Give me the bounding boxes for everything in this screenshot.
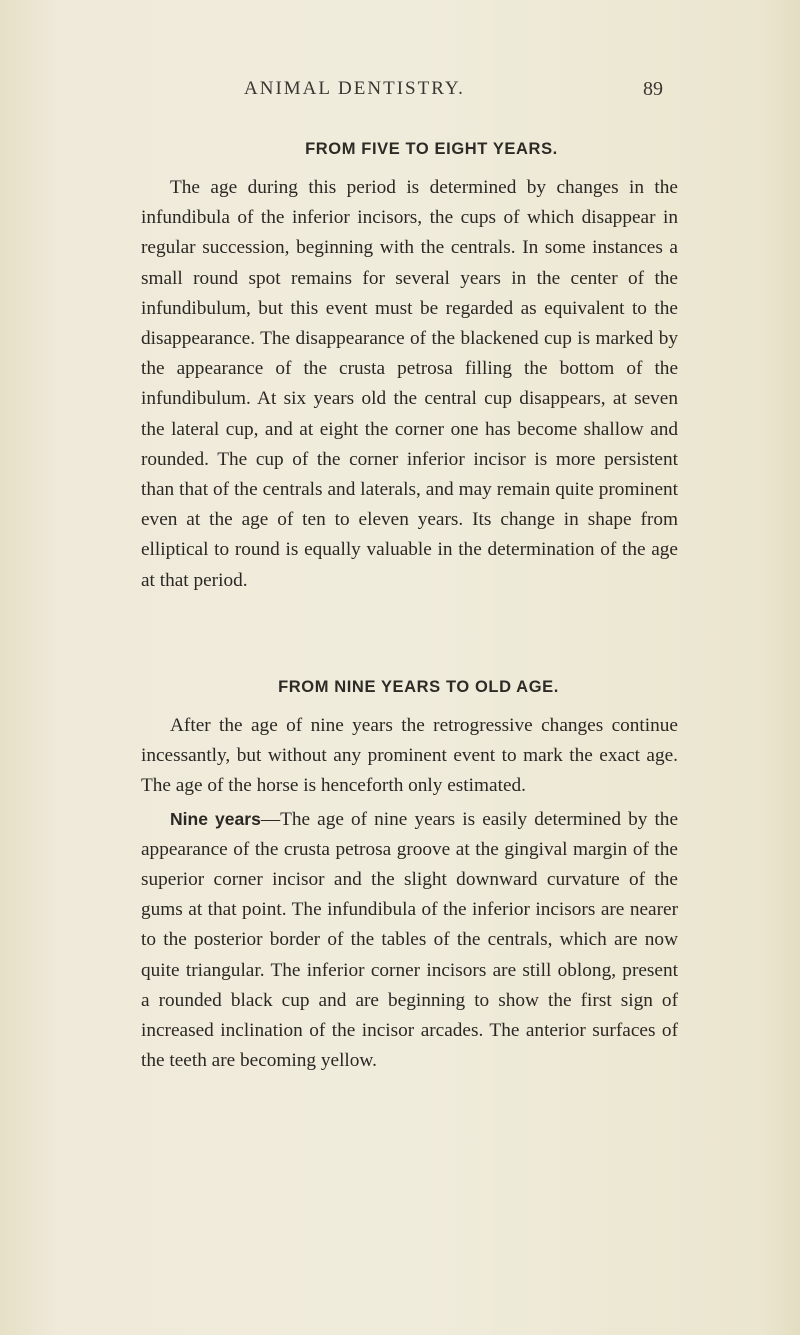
running-title: ANIMAL DENTISTRY. — [244, 78, 465, 99]
paragraph: The age during this period is determined by changes in the infundibula of the inferior incisors, the cups of which disappear in regular succession, beginning with the centrals. In some instances a small round spot remains for several years in the center of the infundibulum, but this event must be regarded as equivalent to the disappearance. The disappearance of the blackened cup is marked by the appearance of the crusta petrosa filling the bottom of the infundibulum. At six years old the central cup disappears, at seven the lateral cup, and at eight the corner one has become shallow and rounded. The cup of the corner inferior incisor is more persistent than that of the centrals and laterals, and may remain quite prominent even at the age of ten to eleven years. Its change in shape from elliptical to round is equally valuable in the determination of the age at that period. — [141, 177, 678, 591]
section-nine-years-to-old-age — [141, 678, 678, 1076]
page-number: 89 — [643, 78, 663, 100]
paragraph-body: —The age of nine years is easily determined by the appearance of the crusta petrosa groove at the gingival margin of the superior corner incisor and the slight downward curvature of the gums at that point. The infundibula of the inferior incisors are nearer to the posterior border of the tables of the centrals, which are now quite triangular. The inferior corner incisors are still oblong, present a rounded black cup and are beginning to show the first sign of increased inclination of the incisor arcades. The anterior surfaces of the teeth are becoming yellow. — [141, 808, 679, 1072]
section-heading: FROM NINE YEARS TO OLD AGE. — [278, 678, 559, 696]
section-heading: FROM FIVE TO EIGHT YEARS. — [305, 140, 558, 158]
nine-years-paragraph — [141, 804, 678, 1077]
section-five-to-eight-years — [141, 140, 678, 596]
paragraph: After the age of nine years the retrogressive changes continue incessantly, but without any prominent event to mark the exact age. The age of the horse is henceforth only estimated. — [141, 715, 678, 797]
running-header — [0, 78, 800, 108]
lead-term: Nine years — [170, 808, 261, 829]
